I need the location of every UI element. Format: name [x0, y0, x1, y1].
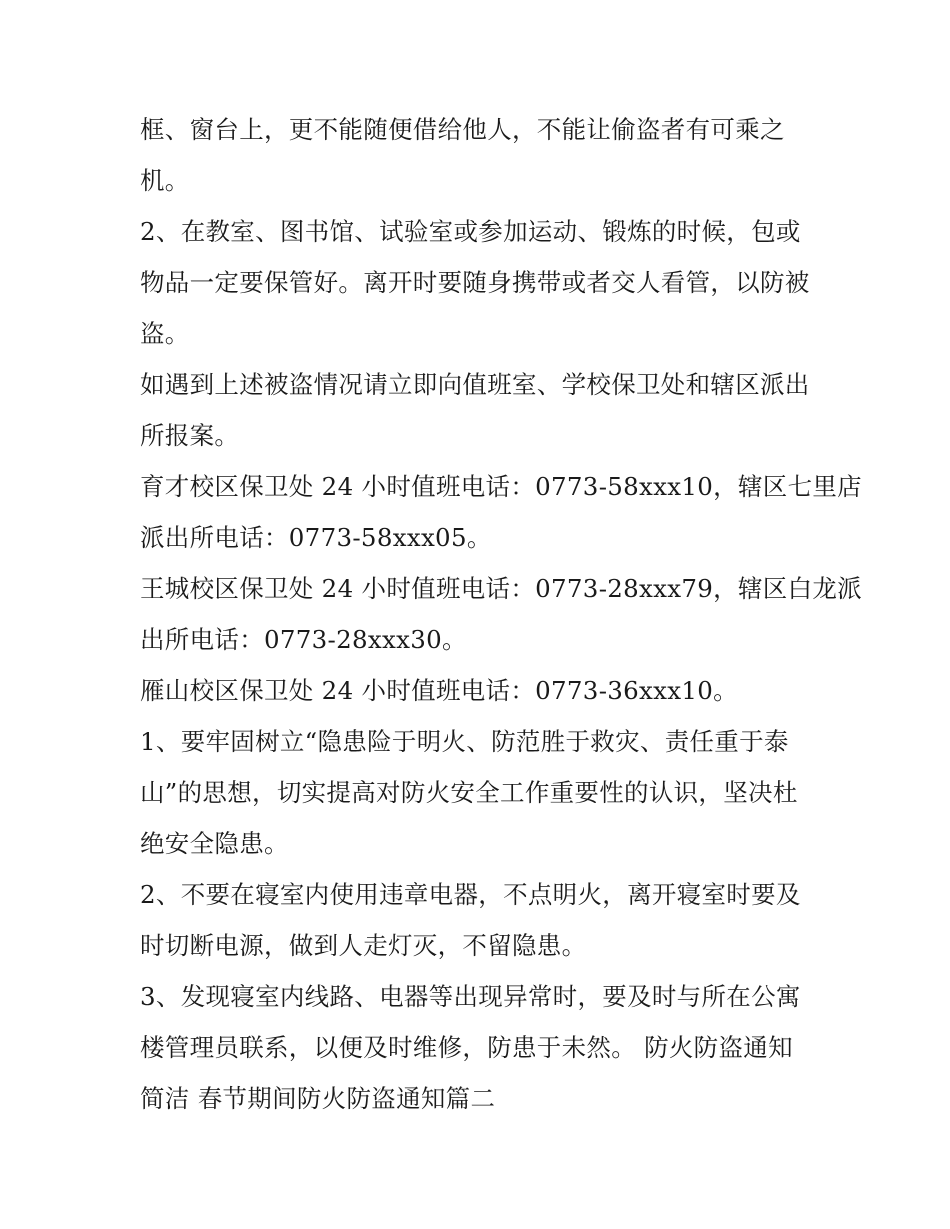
text-line: 物品一定要保管好。离开时要随身携带或者交人看管，以防被 [140, 268, 810, 297]
text-line: 2、在教室、图书馆、试验室或参加运动、锻炼的时候，包或 [140, 217, 801, 246]
text-line: 1、要牢固树立“隐患险于明火、防范胜于救灾、责任重于泰 [140, 727, 789, 756]
text-line: 时切断电源，做到人走灯灭，不留隐患。 [140, 931, 587, 960]
text-line: 王城校区保卫处 24 小时值班电话：0773-28xxx79，辖区白龙派 [140, 574, 862, 603]
text-line: 山”的思想，切实提高对防火安全工作重要性的认识，坚决杜 [140, 778, 798, 807]
document-body [140, 104, 862, 1124]
text-line: 如遇到上述被盗情况请立即向值班室、学校保卫处和辖区派出 [140, 370, 810, 399]
text-line: 简洁 春节期间防火防盗通知篇二 [140, 1084, 496, 1113]
text-line: 楼管理员联系，以便及时维修，防患于未然。 防火防盗通知 [140, 1033, 793, 1062]
text-line: 所报案。 [140, 421, 240, 450]
text-line: 雁山校区保卫处 24 小时值班电话：0773-36xxx10。 [140, 676, 738, 705]
text-line: 派出所电话：0773-58xxx05。 [140, 523, 492, 552]
text-line: 绝安全隐患。 [140, 829, 289, 858]
text-line: 出所电话：0773-28xxx30。 [140, 625, 467, 654]
text-line: 3、发现寝室内线路、电器等出现异常时，要及时与所在公寓 [140, 982, 801, 1011]
text-line: 框、窗台上，更不能随便借给他人，不能让偷盗者有可乘之 [140, 115, 785, 144]
text-line: 2、不要在寝室内使用违章电器，不点明火，离开寝室时要及 [140, 880, 801, 909]
text-line: 育才校区保卫处 24 小时值班电话：0773-58xxx10，辖区七里店 [140, 472, 862, 501]
text-line: 机。 [140, 166, 190, 195]
text-line: 盗。 [140, 319, 190, 348]
